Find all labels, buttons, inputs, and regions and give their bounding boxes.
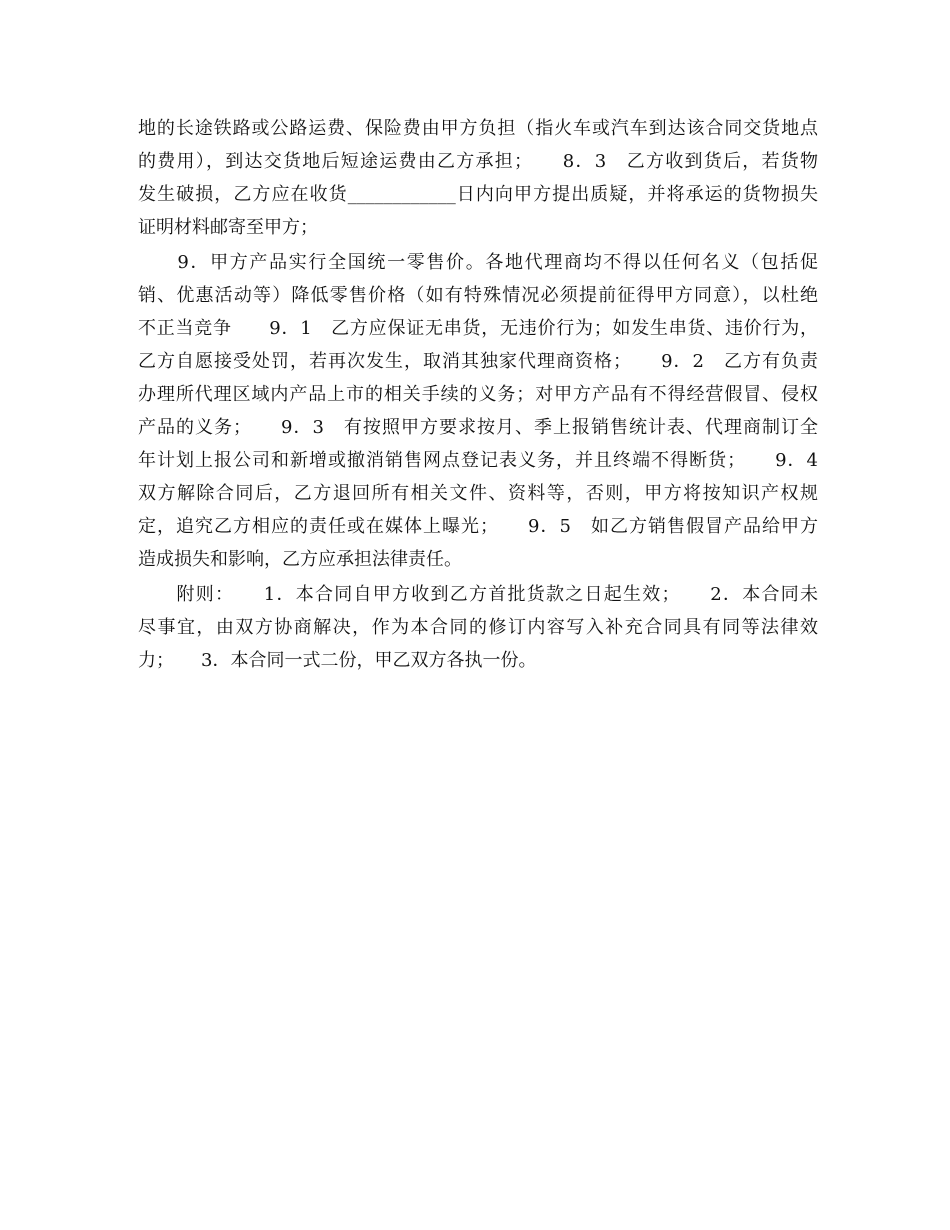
text-line: 双方解除合同后，乙方退回所有相关文件、资料等，否则，甲方将按知识产权规 (138, 483, 818, 504)
text-line: 销、优惠活动等）降低零售价格（如有特殊情况必须提前征得甲方同意），以杜绝 (138, 285, 818, 306)
text-line: 证明材料邮寄至甲方； (138, 217, 318, 238)
text-line: 力； 3．本合同一式二份，甲乙双方各执一份。 (138, 650, 537, 671)
text-line: 发生破损，乙方应在收货____________日内向甲方提出质疑，并将承运的货物损失 (138, 184, 818, 205)
text-line: 地的长途铁路或公路运费、保险费由甲方负担（指火车或汽车到达该合同交货地点 (138, 118, 818, 139)
text-line: 产品的义务； 9．3 有按照甲方要求按月、季上报销售统计表、代理商制订全 (138, 417, 818, 438)
text-line: 年计划上报公司和新增或撤消销售网点登记表义务，并且终端不得断货； 9．4 (138, 450, 818, 471)
text-line: 造成损失和影响，乙方应承担法律责任。 (138, 549, 462, 570)
text-line: 的费用），到达交货地后短途运费由乙方承担； 8．3 乙方收到货后，若货物 (138, 151, 818, 172)
text-line: 定，追究乙方相应的责任或在媒体上曝光； 9．5 如乙方销售假冒产品给甲方 (138, 516, 818, 537)
text-line: 办理所代理区域内产品上市的相关手续的义务；对甲方产品有不得经营假冒、侵权 (138, 384, 818, 405)
text-line: 9．甲方产品实行全国统一零售价。各地代理商均不得以任何名义（包括促 (138, 252, 818, 273)
text-line: 尽事宜，由双方协商解决，作为本合同的修订内容写入补充合同具有同等法律效 (138, 617, 818, 638)
text-line: 附则： 1．本合同自甲方收到乙方首批货款之日起生效； 2．本合同未 (138, 584, 818, 605)
text-line: 乙方自愿接受处罚，若再次发生，取消其独家代理商资格； 9．2 乙方有负责 (138, 351, 818, 372)
text-line: 不正当竞争 9．1 乙方应保证无串货，无违价行为；如发生串货、违价行为， (138, 318, 818, 339)
contract-text (138, 112, 818, 677)
